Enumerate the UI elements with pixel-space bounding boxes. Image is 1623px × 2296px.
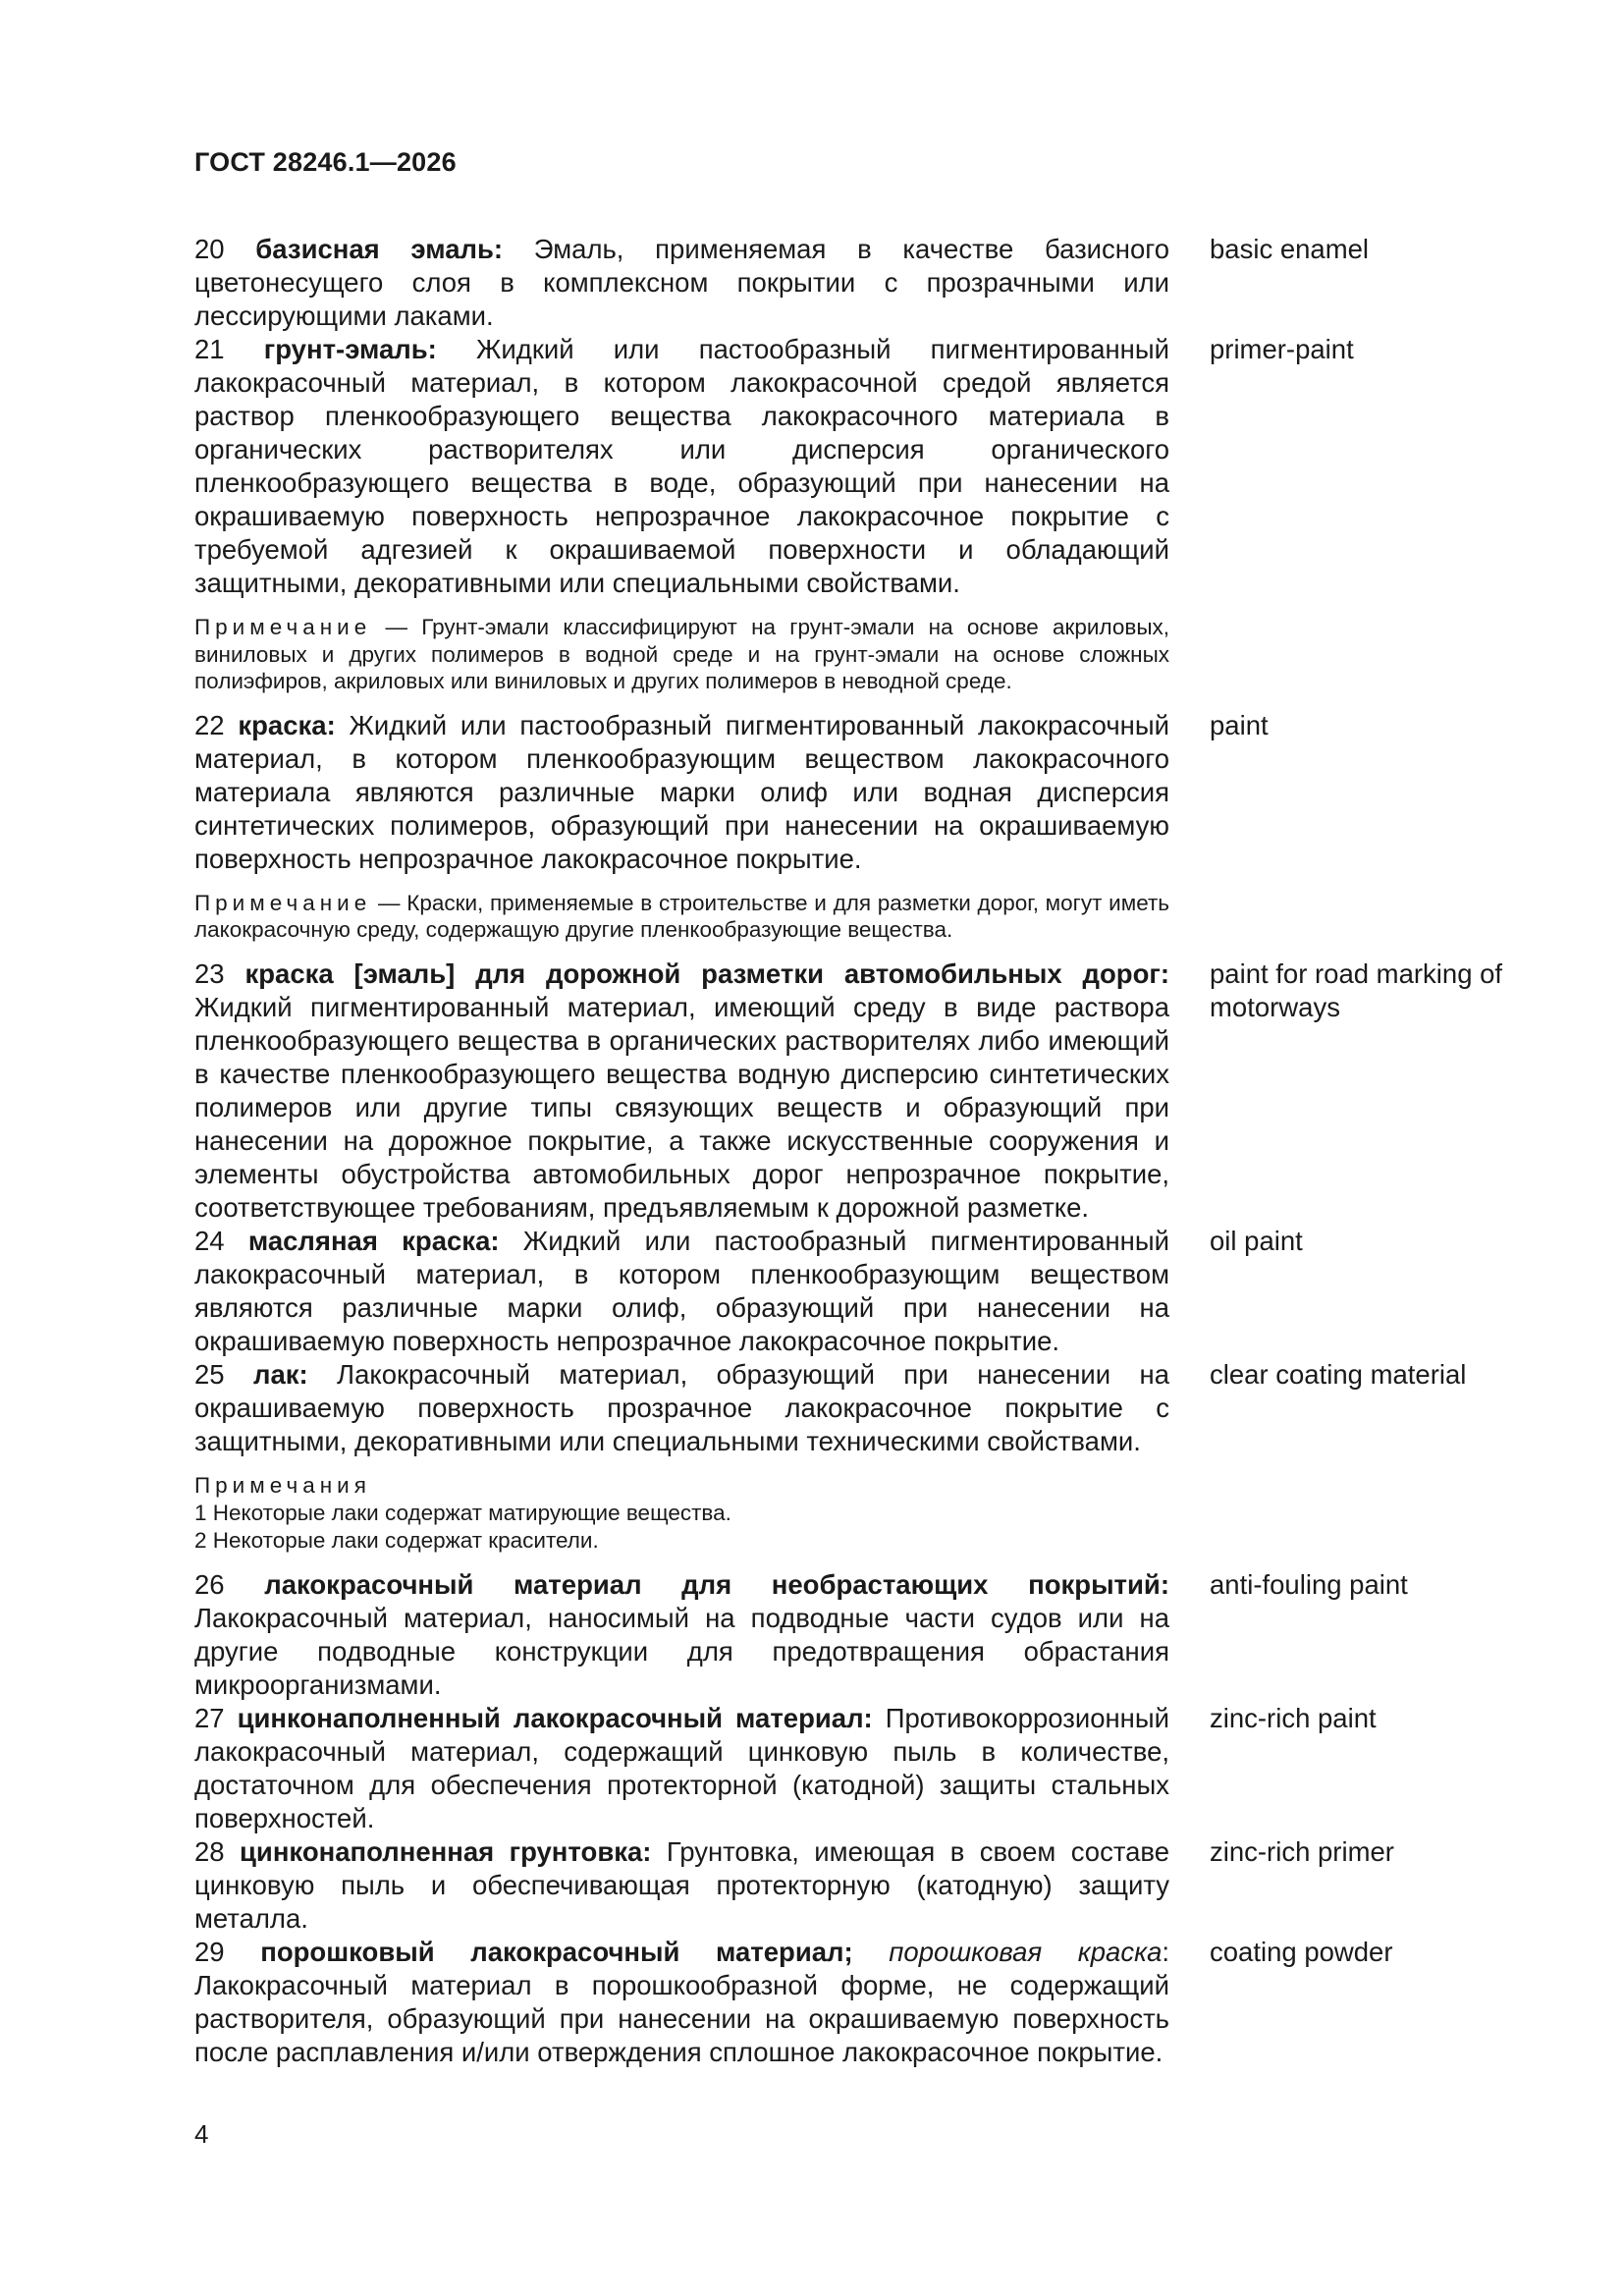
- note-label: Примечание: [194, 615, 372, 639]
- term-entry-28: [194, 1835, 1569, 1936]
- english-equivalent: zinc-rich paint: [1210, 1702, 1377, 1733]
- term-text: Жидкий или пастообразный пигментированный лакокрасочный материал, в котором лакокрасочной средой является раствор пленкообразующего вещества лакокрасочного материала в органических растворителях или дисперсия органического пленкообразующего вещества в воде, образующий при нанесении на окрашиваемую поверхность непрозрачное лакокрасочное покрытие с требуемой адгезией к окрашиваемой поверхности и обладающий защитными, декоративными или специальными свойствами.: [194, 334, 1169, 598]
- term-number: 29: [194, 1936, 225, 1967]
- term-name: лак:: [252, 1358, 308, 1390]
- document-header: ГОСТ 28246.1—2026: [194, 147, 457, 177]
- term-text: Жидкий или пастообразный пигментированный лакокрасочный материал, в котором пленкообразующим веществом являются различные марки олиф, образующий при нанесении на окрашиваемую поверхность непрозрачное лакокрасочное покрытие.: [194, 1225, 1169, 1356]
- note-text: — Грунт-эмали классифицируют на грунт-эмали на основе акриловых, виниловых и других полимеров в водной среде и на грунт-эмали на основе сложных полиэфиров, акриловых или виниловых и других полимеров в неводной среде.: [194, 615, 1169, 693]
- term-entry-25: [194, 1358, 1569, 1458]
- term-name: краска [эмаль] для дорожной разметки автомобильных дорог:: [244, 957, 1170, 989]
- term-definition: [194, 1225, 1169, 1358]
- term-name: лакокрасочный материал для необрастающих покрытий:: [264, 1568, 1169, 1600]
- english-equivalent: coating powder: [1210, 1936, 1393, 1967]
- term-definition: [194, 1835, 1169, 1936]
- note-21: [194, 614, 1169, 695]
- page-number: 4: [194, 2119, 209, 2149]
- note-text: — Краски, применяемые в строительстве и для разметки дорог, могут иметь лакокрасочную среду, содержащую другие пленкообразующие вещества.: [194, 890, 1169, 942]
- term-entry-22: [194, 709, 1569, 876]
- term-number: 26: [194, 1568, 225, 1600]
- term-name: цинконаполненный лакокрасочный материал:: [237, 1702, 873, 1733]
- english-equivalent: clear coating material: [1210, 1358, 1467, 1390]
- term-text: Жидкий или пастообразный пигментированный лакокрасочный материал, в котором пленкообразующим веществом лакокрасочного материала являются различные марки олиф или водная дисперсия синтетических полимеров, образующий при нанесении на окрашиваемую поверхность непрозрачное лакокрасочное покрытие.: [194, 709, 1169, 874]
- term-entry-20: [194, 233, 1569, 333]
- terms-body: [194, 233, 1569, 2069]
- note-label: Примечание: [194, 890, 372, 915]
- term-name: базисная эмаль:: [255, 234, 504, 264]
- term-name: цинконаполненная грунтовка:: [240, 1835, 652, 1867]
- term-text: Эмаль, применяемая в качестве базисного цветонесущего слоя в комплексном покрытии с прозрачными или лессирующими лаками.: [194, 234, 1169, 331]
- term-text: Грунтовка, имеющая в своем составе цинковую пыль и обеспечивающая протекторную (катодную) защиту металла.: [194, 1835, 1169, 1934]
- english-equivalent: paint for road marking of motorways: [1210, 957, 1503, 1022]
- term-name: порошковый лакокрасочный материал;: [260, 1936, 853, 1967]
- notes-label: Примечания: [194, 1472, 371, 1498]
- term-synonym: порошковая краска: [889, 1936, 1163, 1967]
- notes-25: [194, 1472, 1169, 1555]
- term-number: 22: [194, 709, 225, 740]
- term-entry-26: [194, 1568, 1569, 1702]
- term-definition: [194, 1358, 1169, 1458]
- note-22: [194, 890, 1169, 944]
- term-number: 20: [194, 234, 225, 264]
- term-text: Противокоррозионный лакокрасочный материал, содержащий цинковую пыль в количестве, достаточном для обеспечения протекторной (катодной) защиты стальных поверхностей.: [194, 1702, 1169, 1833]
- term-number: 27: [194, 1702, 225, 1733]
- term-entry-24: [194, 1225, 1569, 1358]
- english-equivalent: zinc-rich primer: [1210, 1835, 1394, 1867]
- term-entry-29: [194, 1936, 1569, 2069]
- term-number: 25: [194, 1358, 225, 1390]
- term-definition: [194, 709, 1169, 876]
- english-equivalent: paint: [1210, 709, 1269, 740]
- term-definition: [194, 957, 1169, 1225]
- term-definition: [194, 1568, 1169, 1702]
- term-name: масляная краска:: [247, 1225, 500, 1256]
- note-item: 2 Некоторые лаки содержат красители.: [194, 1527, 599, 1553]
- term-definition: [194, 233, 1169, 333]
- term-entry-27: [194, 1702, 1569, 1835]
- term-text: Жидкий пигментированный материал, имеющий среду в виде раствора пленкообразующего вещества в органических растворителях либо имеющий в качестве пленкообразующего вещества водную дисперсию синтетических полимеров или другие типы связующих веществ и образующий при нанесении на дорожное покрытие, а также искусственные сооружения и элементы обустройства автомобильных дорог непрозрачное покрытие, соответствующее требованиям, предъявляемым к дорожной разметке.: [194, 991, 1169, 1223]
- term-number: 24: [194, 1225, 225, 1256]
- term-name: грунт-эмаль:: [263, 334, 437, 364]
- note-item: 1 Некоторые лаки содержат матирующие вещества.: [194, 1500, 731, 1525]
- english-equivalent: primer-paint: [1210, 334, 1354, 364]
- term-entry-21: [194, 333, 1569, 600]
- term-text: Лакокрасочный материал, наносимый на подводные части судов или на другие подводные конструкции для предотвращения обрастания микроорганизмами.: [194, 1602, 1169, 1700]
- english-equivalent: anti-fouling paint: [1210, 1568, 1408, 1600]
- term-definition: [194, 1702, 1169, 1835]
- term-entry-23: [194, 957, 1569, 1225]
- english-equivalent: basic enamel: [1210, 234, 1370, 264]
- term-number: 28: [194, 1835, 225, 1867]
- term-text: Лакокрасочный материал, образующий при нанесении на окрашиваемую поверхность прозрачное лакокрасочное покрытие с защитными, декоративными или специальными техническими свойствами.: [194, 1358, 1169, 1456]
- term-name: краска:: [238, 709, 336, 740]
- term-text: : Лакокрасочный материал в порошкообразной форме, не содержащий растворителя, образующий при нанесении на окрашиваемую поверхность после расплавления и/или отверждения сплошное лакокрасочное покрытие.: [194, 1936, 1169, 2067]
- term-number: 21: [194, 334, 225, 364]
- english-equivalent: oil paint: [1210, 1225, 1303, 1256]
- term-number: 23: [194, 957, 225, 989]
- term-definition: [194, 1936, 1169, 2069]
- term-definition: [194, 333, 1169, 600]
